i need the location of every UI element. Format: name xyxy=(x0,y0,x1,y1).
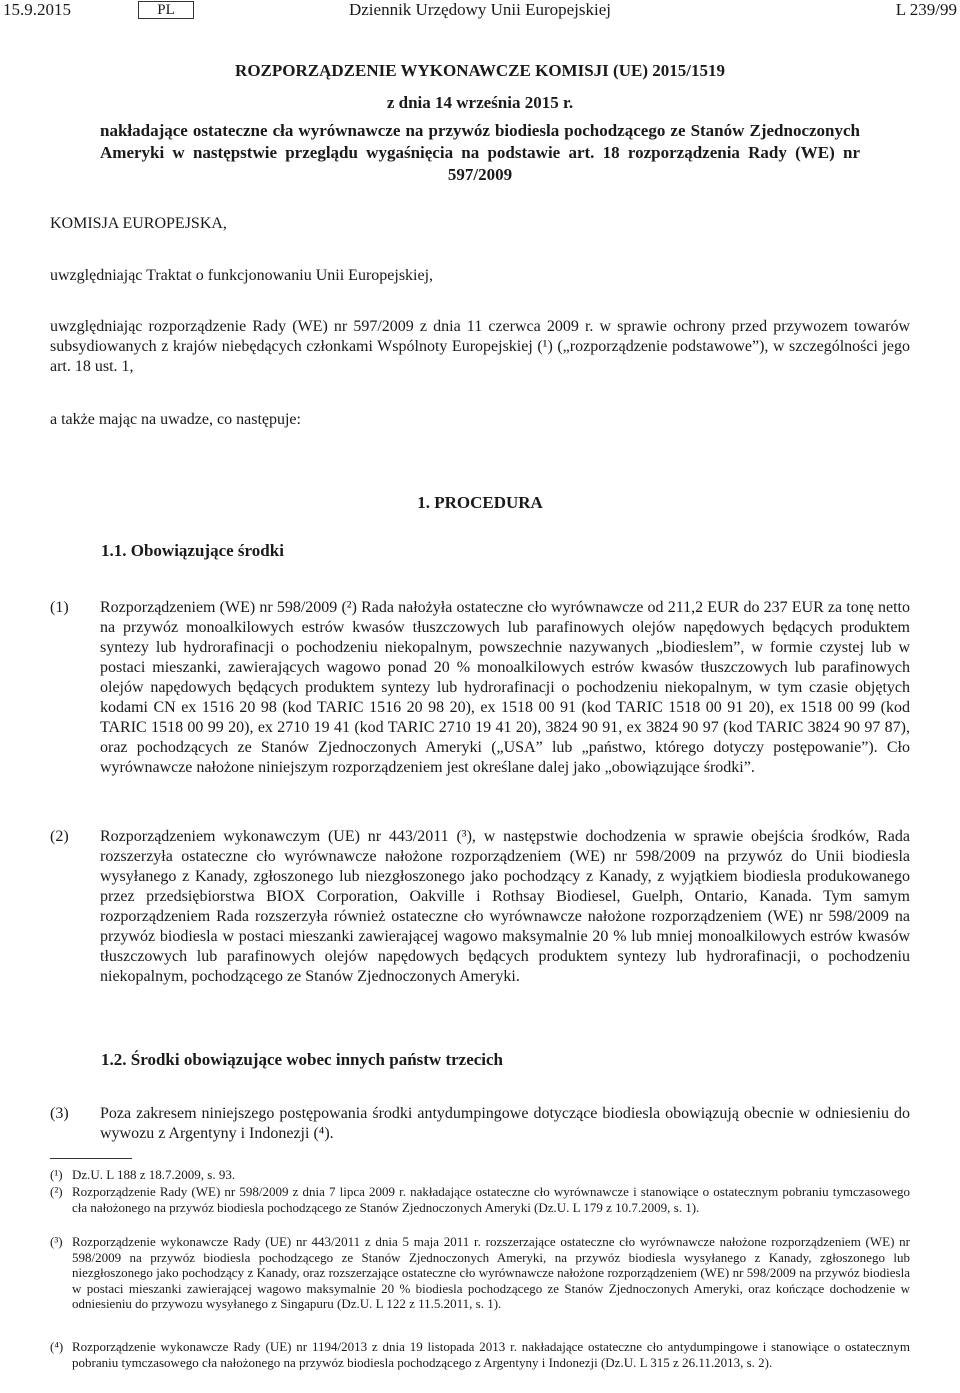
recital-number: (2) xyxy=(50,828,69,845)
regulation-title: ROZPORZĄDZENIE WYKONAWCZE KOMISJI (UE) 2015/1519 xyxy=(235,61,725,80)
journal-header xyxy=(0,0,960,22)
language-badge: PL xyxy=(138,1,194,19)
recital-text: Rozporządzeniem (WE) nr 598/2009 (²) Rada nałożyła ostateczne cło wyrównawcze od 211,2 EUR do 237 EUR za tonę netto na przywóz monoalkilowych estrów kwasów tłuszczowych lub parafinowych olejów napędowych będących produktem syntezy lub hydrorafinacji o pochodzeniu niekopalnym, powszechnie nazywanych „biodieslem”, w formie czystej lub w postaci mieszanki, zawierających wagowo ponad 20 % monoalkilowych estrów kwasów tłuszczowych lub parafinowych olejów napędowych będących produktem syntezy lub hydrorafinacji o pochodzeniu niekopalnym, w tym czasie objętych kodami CN ex 1516 20 98 (kod TARIC 1516 20 98 20), ex 1518 00 91 (kod TARIC 1518 00 91 20), ex 1518 00 99 (kod TARIC 1518 00 99 20), ex 2710 19 41 (kod TARIC 2710 19 41 20), 3824 90 91, ex 3824 90 97 (kod TARIC 3824 90 97 87), oraz pochodzących ze Stanów Zjednoczonych Ameryki („USA” lub „państwo, którego dotyczy postępowanie”). Cło wyrównawcze nałożone niniejszym rozporządzeniem jest określane dalej jako „obowiązujące środki”. xyxy=(100,599,910,776)
recital-number: (3) xyxy=(50,1105,69,1122)
footnote-number: (²) xyxy=(50,1184,63,1199)
recital-text: Poza zakresem niniejszego postępowania środki antydumpingowe dotyczące biodiesla obowiązują obecnie w odniesieniu do wywozu z Argentyny i Indonezji (⁴). xyxy=(100,1105,910,1142)
footnote-number: (¹) xyxy=(50,1167,63,1182)
footnote-text: Rozporządzenie Rady (WE) nr 598/2009 z dnia 7 lipca 2009 r. nakładające ostateczne cło wyrównawcze i stanowiące o ostatecznym pobraniu tymczasowego cła nałożonego na przywóz biodiesla pochodzącego ze Stanów Zjednoczonych Ameryki (Dz.U. L 179 z 10.7.2009, s. 1). xyxy=(72,1184,910,1215)
section-heading-measures: 1.1. Obowiązujące środki xyxy=(101,541,284,560)
footnote-number: (³) xyxy=(50,1234,63,1249)
page-number: L 239/99 xyxy=(895,0,957,19)
recital-text: Rozporządzeniem wykonawczym (UE) nr 443/2011 (³), w następstwie dochodzenia w sprawie obejścia środków, Rada rozszerzyła ostateczne cło wyrównawcze nałożone rozporządzeniem (WE) nr 598/2009 na przywóz do Unii biodiesla wysyłanego z Kanady, zgłoszonego lub niezgłoszonego jako pochodzący z Kanady, z wyjątkiem biodiesla produkowanego przez przedsiębiorstwa BIOX Corporation, Oakville i Rothsay Biodiesel, Guelph, Ontario, Kanada. Tym samym rozporządzeniem Rada rozszerzyła również ostateczne cło wyrównawcze nałożone rozporządzeniem (WE) nr 598/2009 na przywóz biodiesla w postaci mieszanki zawierającej wagowo maksymalnie 20 % lub mniej monoalkilowych estrów kwasów tłuszczowych lub parafinowych olejów napędowych będących produktem syntezy lub hydrorafinacji, o pochodzeniu niekopalnym, pochodzącego ze Stanów Zjednoczonych Ameryki. xyxy=(100,828,910,985)
regulation-date: z dnia 14 września 2015 r. xyxy=(386,93,574,112)
footnote-number: (⁴) xyxy=(50,1339,64,1354)
section-heading-procedure: 1. PROCEDURA xyxy=(417,493,543,512)
footnote-separator xyxy=(50,1158,132,1159)
section-heading-other-countries: 1.2. Środki obowiązujące wobec innych państw trzecich xyxy=(101,1050,504,1069)
recital-number: (1) xyxy=(50,599,69,616)
regulation-subject: nakładające ostateczne cła wyrównawcze na przywóz biodiesla pochodzącego ze Stanów Zjednoczonych Ameryki w następstwie przeglądu wygaśnięcia na podstawie art. 18 rozporządzenia Rady (WE) nr 597/2009 xyxy=(100,121,860,184)
preamble-commission: KOMISJA EUROPEJSKA, xyxy=(50,215,227,232)
footnote-text: Rozporządzenie wykonawcze Rady (UE) nr 443/2011 z dnia 5 maja 2011 r. rozszerzające ostateczne cło wyrównawcze nałożone rozporządzeniem (WE) nr 598/2009 na przywóz biodiesla pochodzącego ze Stanów Zjednoczonych Ameryki, na przywóz biodiesla wysyłanego z Kanady, zgłoszonego lub niezgłoszonego jako pochodzący z Kanady, oraz rozszerzające ostateczne cło wyrównawcze nałożone rozporządzeniem (WE) nr 598/2009 na przywóz biodiesla w postaci mieszanki zawierającej wagowo maksymalnie 20 % biodiesla pochodzącego ze Stanów Zjednoczonych Ameryki, oraz kończące dochodzenie w odniesieniu do przywozu wysyłanego z Singapuru (Dz.U. L 122 z 11.5.2011, s. 1). xyxy=(72,1234,910,1311)
journal-title: Dziennik Urzędowy Unii Europejskiej xyxy=(348,0,611,19)
publication-date: 15.9.2015 xyxy=(3,0,71,19)
preamble-treaty: uwzględniając Traktat o funkcjonowaniu Unii Europejskiej, xyxy=(50,267,434,284)
preamble-regulation: uwzględniając rozporządzenie Rady (WE) nr 597/2009 z dnia 11 czerwca 2009 r. w sprawie ochrony przed przywozem towarów subsydiowanych z krajów niebędących członkami Wspólnoty Europejskiej (¹) („rozporządzenie podstawowe”), w szczególności jego art. 18 ust. 1, xyxy=(50,318,910,375)
footnote-text: Rozporządzenie wykonawcze Rady (UE) nr 1194/2013 z dnia 19 listopada 2013 r. nakładające ostateczne cło antydumpingowe i stanowiące o ostatecznym pobraniu tymczasowego cła nałożonego na przywóz biodiesla pochodzącego z Argentyny i Indonezji (Dz.U. L 315 z 26.11.2013, s. 2). xyxy=(72,1339,910,1370)
footnote-text: Dz.U. L 188 z 18.7.2009, s. 93. xyxy=(72,1167,236,1182)
preamble-whereas: a także mając na uwadze, co następuje: xyxy=(50,411,301,428)
